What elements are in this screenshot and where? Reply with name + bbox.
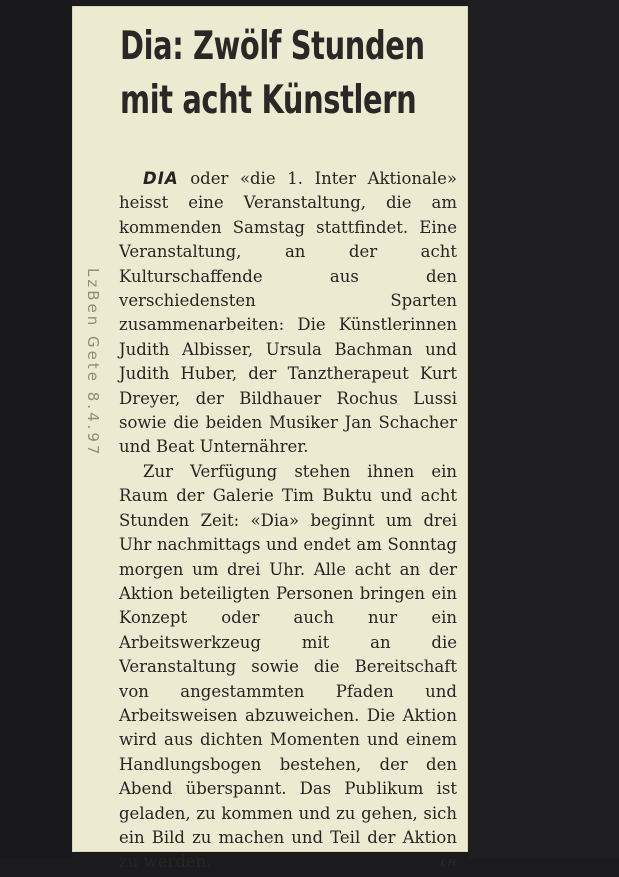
newspaper-clipping [72,6,468,872]
handwritten-margin-note [72,268,112,588]
article-body [119,167,457,877]
byline: LH [440,858,457,870]
headline-line-1: Dia: Zwölf Stunden [120,24,425,69]
lead-word: DIA [143,169,179,188]
paragraph-2-text: Zur Verfügung stehen ihnen ein Raum der Galerie Tim Buktu und acht Stunden Zeit: «Dia» beginnt um drei Uhr nachmittags und endet am Sonntag morgen um drei Uhr. Alle acht an der Aktion beteiligten Personen bringen ein Konzept oder auch nur ein Arbeitswerkzeug mit an die Veranstaltung sowie die Bereitschaft von angestammten Pfaden und Arbeitsweisen abzuweichen. Die Aktion wird aus dichten Momenten und einem Handlungsbogen bestehen, der den Abend überspannt. Das Publikum ist geladen, zu kommen und zu gehen, sich ein Bild zu machen und Teil der Aktion zu werden. [119,461,457,872]
paragraph-2 [119,460,457,875]
headline-line-2: mit acht Künstlern [120,78,417,123]
scan-background-right [468,0,619,858]
article-headline [120,20,425,128]
paragraph-1 [119,167,457,460]
paragraph-1-text: oder «die 1. Inter Aktionale» heisst eine Veranstaltung, die am kommenden Samstag stattfindet. Eine Veranstaltung, an der acht Kulturschaffende aus den verschiedensten Sparten zusammenarbeiten: Die Künstlerinnen Judith Albisser, Ursula Bachman und Judith Huber, der Tanztherapeut Kurt Dreyer, der Bildhauer Rochus Lussi sowie die beiden Musiker Jan Schacher und Beat Unternährer. [119,169,457,457]
scan-background-left [0,0,72,858]
margin-note-text: LzBen Gete 8.4.97 [84,268,102,458]
